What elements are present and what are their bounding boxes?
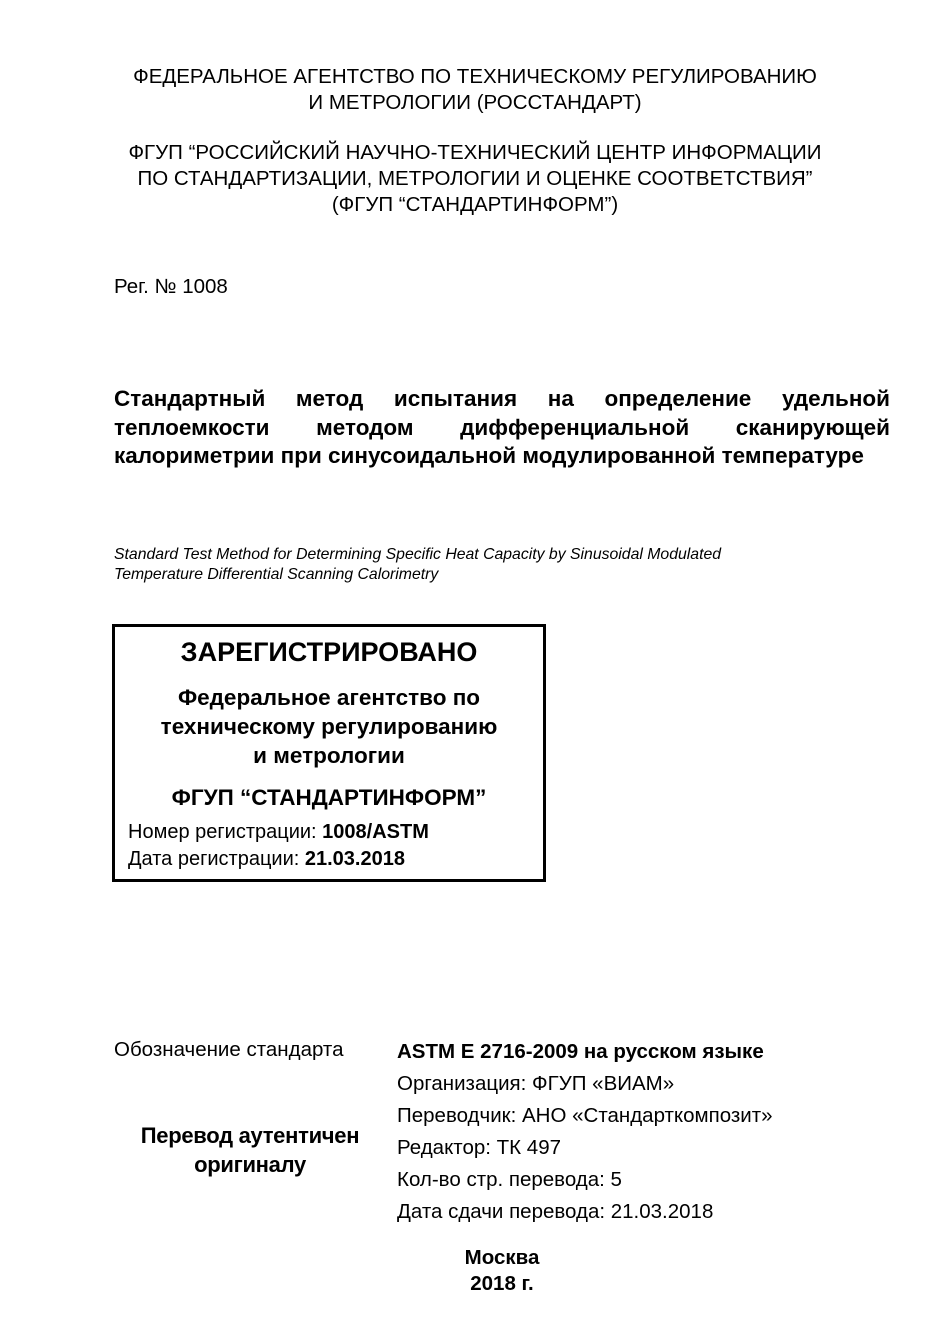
registration-stamp (112, 624, 546, 882)
stamp-reg-number-label: Номер регистрации: (128, 821, 323, 843)
document-title-ru: Стандартный метод испытания на определение удельной теплоемкости методом дифференциальной сканирующей калориметрии при синусоидальной модулированной температуре (114, 386, 890, 468)
stamp-reg-number (128, 819, 429, 845)
stamp-agency-line-3: и метрологии (253, 743, 405, 768)
stamp-reg-number-value: 1008/ASTM (322, 821, 429, 843)
document-title-en (114, 545, 854, 585)
stamp-agency (115, 683, 543, 770)
stamp-agency-line-1: Федеральное агентство по (177, 685, 481, 710)
stamp-reg-date-label: Дата регистрации: (128, 848, 305, 870)
footer-place-year (402, 1245, 602, 1297)
designation-value: ASTM E 2716-2009 на русском языке (397, 1040, 764, 1063)
agency-name-line-2: И МЕТРОЛОГИИ (РОССТАНДАРТ) (308, 91, 642, 114)
translation-editor: Редактор: ТК 497 (397, 1136, 561, 1159)
authentic-line-1: Перевод аутентичен (140, 1123, 360, 1148)
translation-date: Дата сдачи перевода: 21.03.2018 (397, 1200, 714, 1223)
title-en-line-2: Temperature Differential Scanning Calorimetry (114, 566, 439, 583)
agency-name-line-1: ФЕДЕРАЛЬНОЕ АГЕНТСТВО ПО ТЕХНИЧЕСКОМУ РЕГУЛИРОВАНИЮ (133, 65, 817, 88)
translation-pages: Кол-во стр. перевода: 5 (397, 1168, 622, 1191)
footer-year: 2018 г. (470, 1272, 534, 1295)
translation-translator: Переводчик: АНО «Стандарткомпозит» (397, 1104, 773, 1127)
stamp-title: ЗАРЕГИСТРИРОВАНО (180, 637, 478, 667)
org-name-line-3: (ФГУП “СТАНДАРТИНФОРМ”) (331, 193, 619, 216)
stamp-organization: ФГУП “СТАНДАРТИНФОРМ” (171, 785, 487, 810)
stamp-reg-date-value: 21.03.2018 (304, 848, 405, 870)
footer-city: Москва (464, 1246, 540, 1269)
title-en-line-1: Standard Test Method for Determining Specific Heat Capacity by Sinusoidal Modulated (114, 546, 722, 563)
stamp-agency-line-2: техническому регулированию (160, 714, 498, 739)
org-name-line-2: ПО СТАНДАРТИЗАЦИИ, МЕТРОЛОГИИ И ОЦЕНКЕ СООТВЕТСТВИЯ” (137, 167, 813, 190)
stamp-reg-date (128, 846, 405, 872)
designation-label: Обозначение стандарта (114, 1038, 344, 1061)
registration-number: Рег. № 1008 (114, 275, 228, 298)
org-name-line-1: ФГУП “РОССИЙСКИЙ НАУЧНО-ТЕХНИЧЕСКИЙ ЦЕНТР ИНФОРМАЦИИ (128, 141, 822, 164)
translation-organization: Организация: ФГУП «ВИАМ» (397, 1072, 675, 1095)
authentic-line-2: оригиналу (194, 1152, 306, 1177)
authentic-translation-note (114, 1121, 386, 1179)
